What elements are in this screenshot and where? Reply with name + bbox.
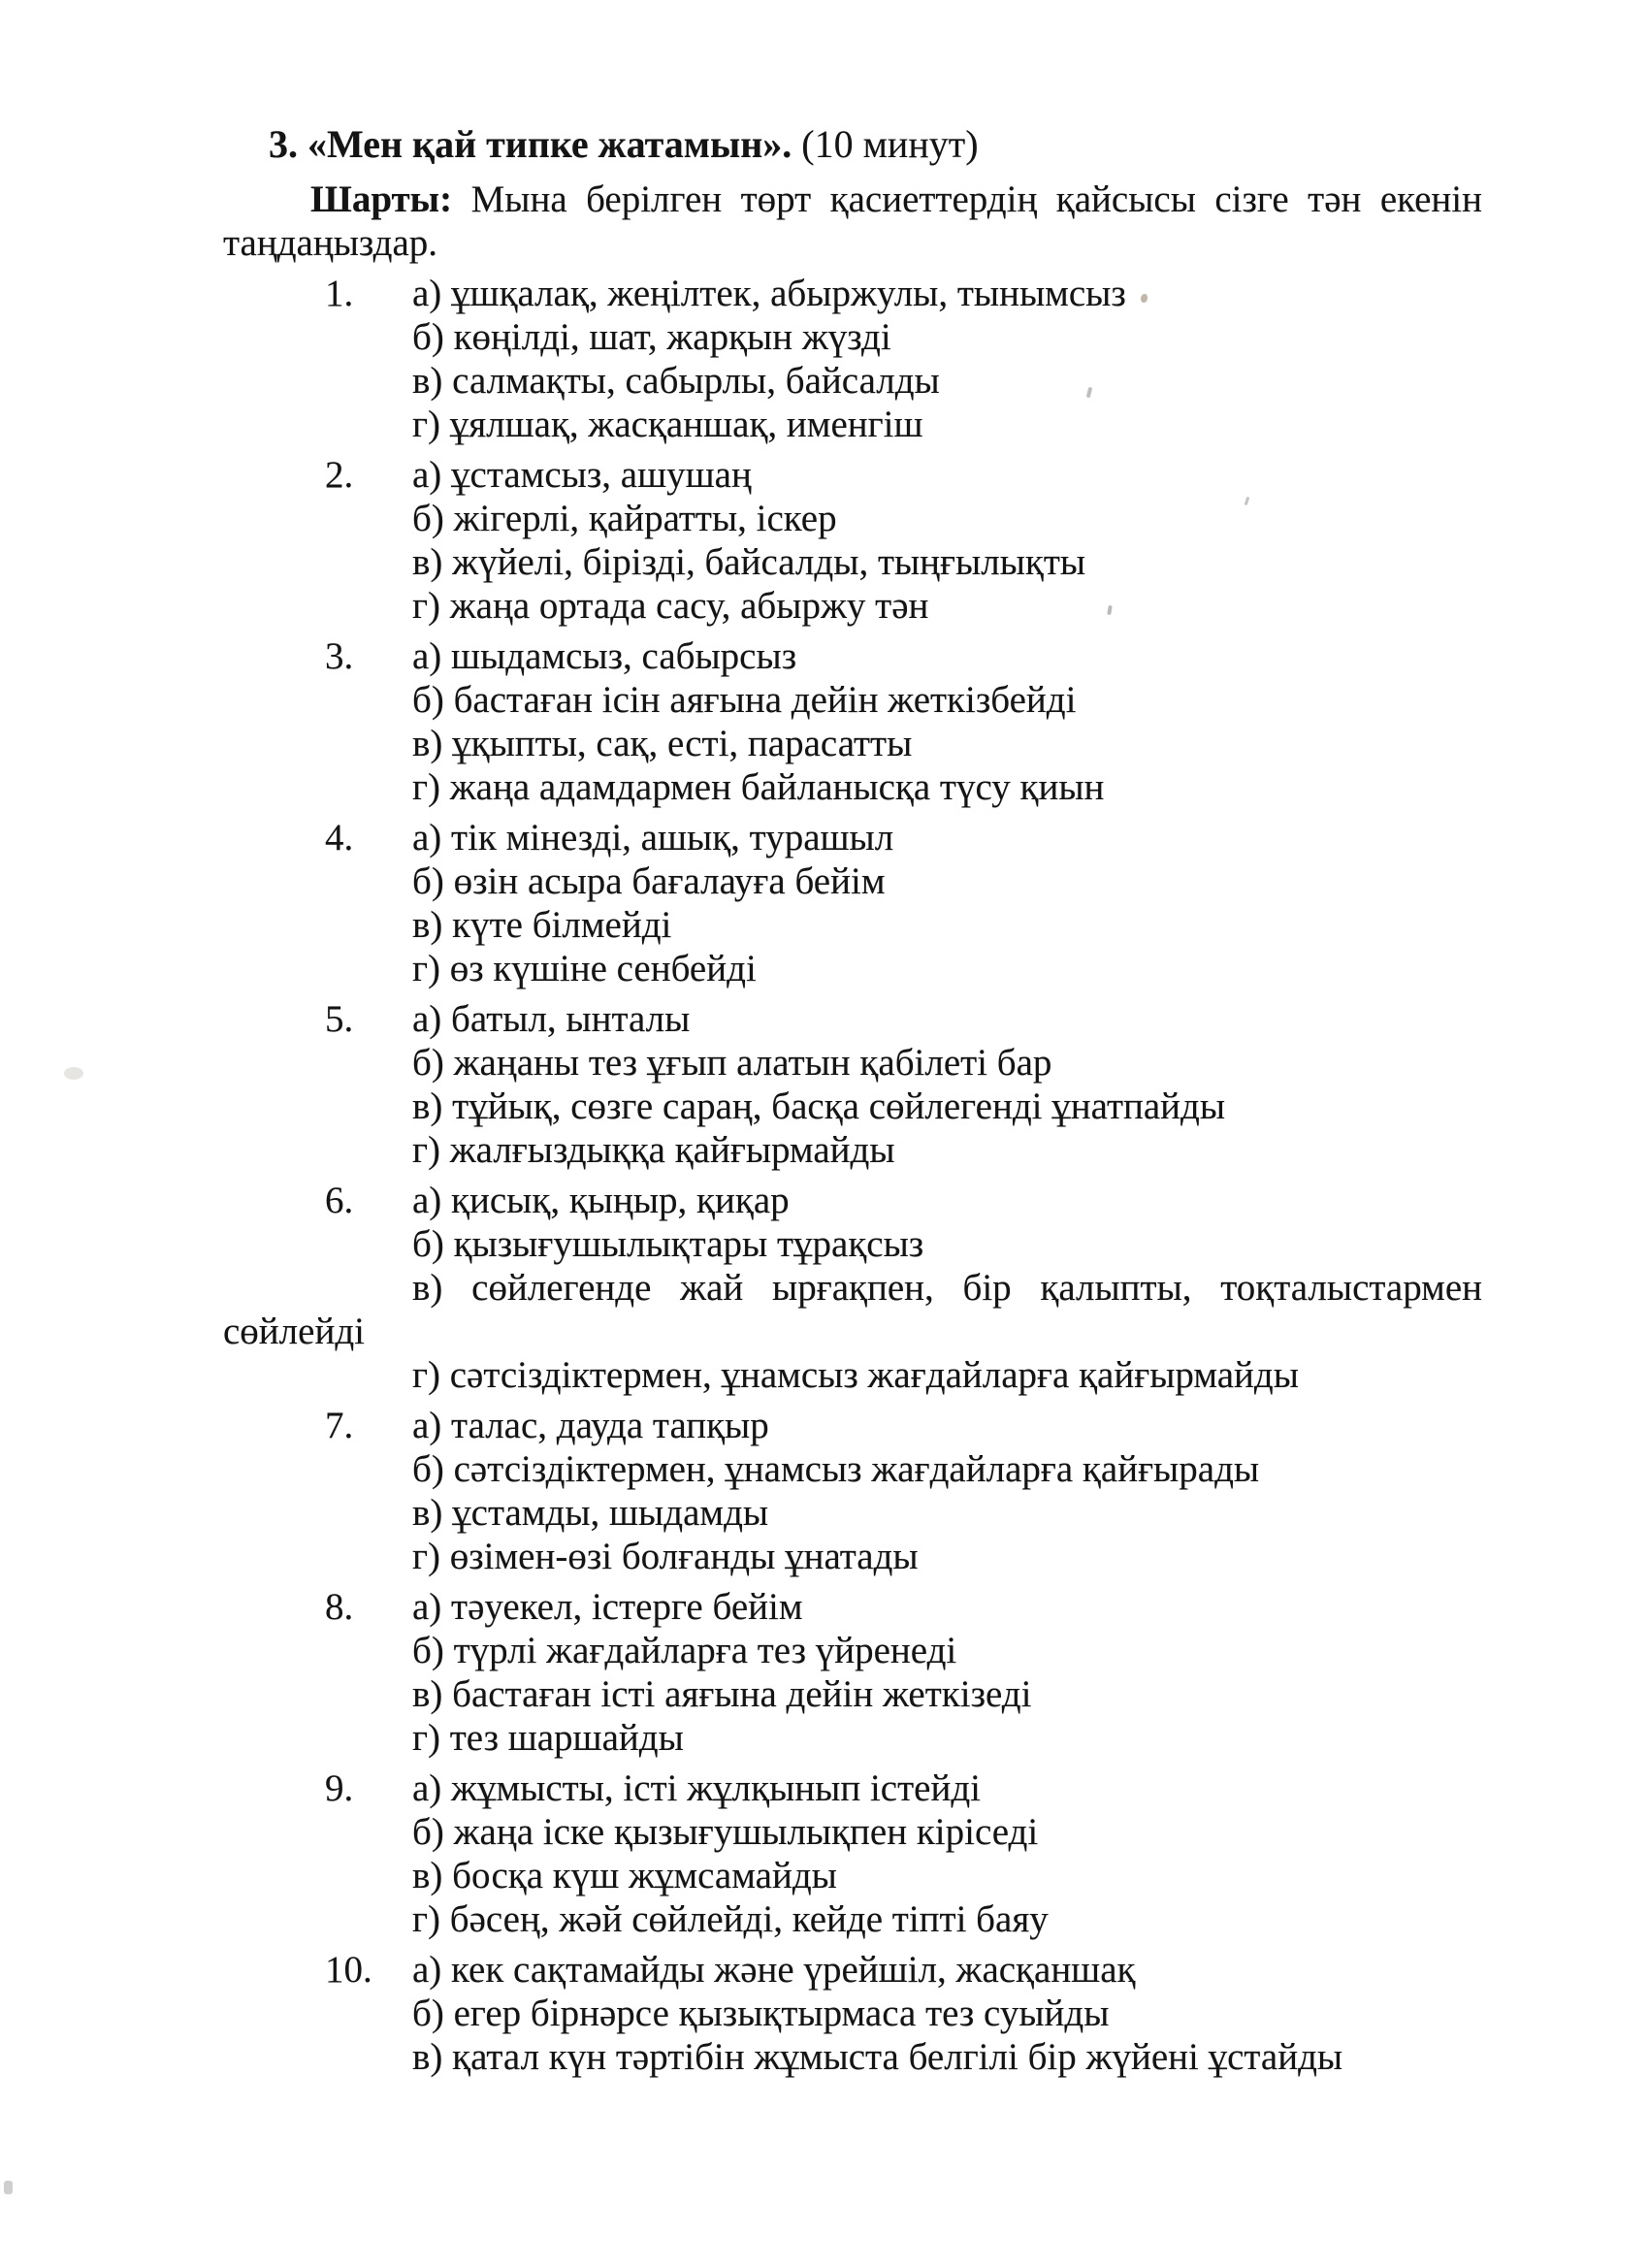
option-line: в) ұстамды, шыдамды <box>412 1492 769 1534</box>
question-8 <box>223 1585 1482 1760</box>
question-4 <box>223 816 1482 990</box>
option-line: а) кек сақтамайды және үрейшіл, жасқаншақ <box>412 1949 1136 1991</box>
option-line: в) салмақты, сабырлы, байсалды <box>412 360 940 402</box>
question-number: 9. <box>325 1767 354 1809</box>
option-line: г) жаңа адамдармен байланысқа түсу қиын <box>412 766 1105 808</box>
option-line: а) ұшқалақ, жеңілтек, абыржулы, тынымсыз <box>412 273 1126 314</box>
scan-artifact <box>64 1067 83 1080</box>
option-line: а) шыдамсыз, сабырсыз <box>412 635 797 677</box>
option-line: г) сәтсіздіктермен, ұнамсыз жағдайларға қайғырмайды <box>412 1354 1299 1396</box>
question-number: 5. <box>325 998 354 1040</box>
option-line: б) егер бірнәрсе қызықтырмаса тез суыйды <box>412 1993 1110 2034</box>
question-number: 1. <box>325 273 354 314</box>
question-2 <box>223 453 1482 628</box>
option-line: в) қатал күн тәртібін жұмыста белгілі бір жүйені ұстайды <box>412 2036 1343 2078</box>
option-line: г) тез шаршайды <box>412 1717 684 1759</box>
option-line: г) өзімен-өзі болғанды ұнатады <box>412 1536 919 1577</box>
option-line: а) талас, дауда тапқыр <box>412 1405 769 1446</box>
condition-paragraph <box>223 178 1482 265</box>
question-3 <box>223 634 1482 809</box>
question-6 <box>223 1179 1482 1397</box>
question-1 <box>223 272 1482 446</box>
section-heading <box>223 122 1482 166</box>
option-line: г) өз күшіне сенбейді <box>412 948 757 989</box>
option-line: а) қисық, қыңыр, қиқар <box>412 1180 790 1221</box>
option-line: б) бастаған ісін аяғына дейін жеткізбейді <box>412 679 1077 721</box>
section-number: 3. <box>269 122 298 166</box>
option-line: б) қызығушылықтары тұрақсыз <box>412 1223 924 1265</box>
option-line: б) жаңа іске қызығушылықпен кіріседі <box>412 1811 1039 1853</box>
option-line: б) жігерлі, қайратты, іскер <box>412 498 837 539</box>
option-line: в) сөйлегенде жай ырғақпен, бір қалыпты, тоқталыстармен сөйлейді <box>223 1267 1482 1352</box>
option-line: а) батыл, ынталы <box>412 998 691 1040</box>
option-line: г) жаңа ортада сасу, абыржу тән <box>412 585 929 627</box>
scan-artifact <box>4 2181 13 2194</box>
document-content <box>223 122 1482 2079</box>
question-number: 2. <box>325 454 354 496</box>
question-number: 7. <box>325 1405 354 1446</box>
condition-label: Шарты: <box>310 178 453 220</box>
option-line: в) тұйық, сөзге сараң, басқа сөйлегенді ұнатпайды <box>412 1085 1226 1127</box>
option-line: г) жалғыздыққа қайғырмайды <box>412 1129 895 1171</box>
option-line: в) босқа күш жұмсамайды <box>412 1855 837 1896</box>
question-7 <box>223 1404 1482 1578</box>
option-line: б) сәтсіздіктермен, ұнамсыз жағдайларға қайғырады <box>412 1448 1260 1490</box>
question-number: 10. <box>325 1949 372 1991</box>
question-number: 3. <box>325 635 354 677</box>
option-line: а) жұмысты, істі жұлқынып істейді <box>412 1767 982 1809</box>
option-line: а) ұстамсыз, ашушаң <box>412 454 752 496</box>
question-5 <box>223 997 1482 1172</box>
question-10 <box>223 1948 1482 2079</box>
section-title: «Мен қай типке жатамын». <box>307 122 792 166</box>
condition-text: Мына берілген төрт қасиеттердің қайсысы сізге тән екенін таңдаңыздар. <box>223 178 1483 264</box>
option-line: г) ұялшақ, жасқаншақ, именгіш <box>412 404 923 445</box>
option-line: а) тік мінезді, ашық, турашыл <box>412 817 894 859</box>
option-line: в) жүйелі, бірізді, байсалды, тыңғылықты <box>412 541 1086 583</box>
option-line: б) жаңаны тез ұғып алатын қабілеті бар <box>412 1042 1052 1084</box>
option-line: б) түрлі жағдайларға тез үйренеді <box>412 1630 957 1671</box>
option-line: а) тәуекел, істерге бейім <box>412 1586 803 1628</box>
option-line: б) өзін асыра бағалауға бейім <box>412 860 886 902</box>
option-line: в) бастаған істі аяғына дейін жеткізеді <box>412 1673 1032 1715</box>
question-number: 4. <box>325 817 354 859</box>
question-number: 8. <box>325 1586 354 1628</box>
option-line: в) ұқыпты, сақ, есті, парасатты <box>412 723 913 764</box>
option-line: г) бәсең, жәй сөйлейді, кейде тіпті баяу <box>412 1898 1049 1940</box>
option-line: б) көңілді, шат, жарқын жүзді <box>412 316 891 358</box>
option-line: в) күте білмейді <box>412 904 672 946</box>
section-duration: (10 минут) <box>801 122 979 166</box>
question-9 <box>223 1766 1482 1941</box>
question-number: 6. <box>325 1180 354 1221</box>
